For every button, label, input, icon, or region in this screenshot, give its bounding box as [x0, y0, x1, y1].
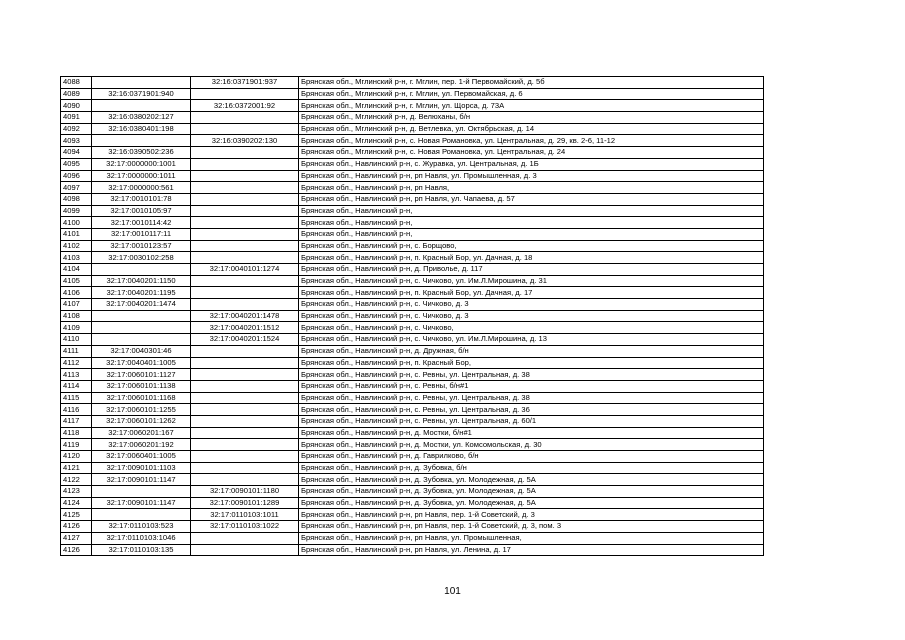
- table-row: [61, 123, 764, 135]
- table-row: [61, 345, 764, 357]
- premises-cadastral-number-cell: 32:17:0110103:1011: [191, 509, 299, 521]
- table-row: [61, 509, 764, 521]
- cadastral-number-cell: [92, 310, 191, 322]
- address-cell: Брянская обл., Мглинский р-н, г. Мглин, ул. Щорса, д. 73А: [299, 100, 764, 112]
- premises-cadastral-number-cell: [191, 427, 299, 439]
- cadastral-number-cell: 32:17:0060101:1127: [92, 369, 191, 381]
- address-cell: Брянская обл., Навлинский р-н, рп Навля, ул. Промышленная,: [299, 532, 764, 544]
- row-number-cell: 4126: [61, 521, 92, 533]
- row-number-cell: 4104: [61, 264, 92, 276]
- premises-cadastral-number-cell: [191, 474, 299, 486]
- table-row: [61, 532, 764, 544]
- premises-cadastral-number-cell: [191, 369, 299, 381]
- premises-cadastral-number-cell: 32:17:0040101:1274: [191, 264, 299, 276]
- row-number-cell: 4108: [61, 310, 92, 322]
- row-number-cell: 4116: [61, 404, 92, 416]
- row-number-cell: 4101: [61, 228, 92, 240]
- premises-cadastral-number-cell: [191, 170, 299, 182]
- table-row: [61, 252, 764, 264]
- address-cell: Брянская обл., Навлинский р-н, рп Навля, пер. 1-й Советский, д. 3: [299, 509, 764, 521]
- table-row: [61, 193, 764, 205]
- cadastral-number-cell: [92, 509, 191, 521]
- table-row: [61, 415, 764, 427]
- address-cell: Брянская обл., Навлинский р-н, рп Навля, ул. Промышленная, д. 3: [299, 170, 764, 182]
- address-cell: Брянская обл., Навлинский р-н, с. Ревны, ул. Центральная, д. 36: [299, 404, 764, 416]
- premises-cadastral-number-cell: [191, 439, 299, 451]
- cadastral-number-cell: 32:17:0010117:11: [92, 228, 191, 240]
- premises-cadastral-number-cell: [191, 451, 299, 463]
- cadastral-number-cell: 32:17:0010123:57: [92, 240, 191, 252]
- premises-cadastral-number-cell: 32:17:0110103:1022: [191, 521, 299, 533]
- address-cell: Брянская обл., Мглинский р-н, г. Мглин, ул. Первомайская, д. 6: [299, 88, 764, 100]
- table-row: [61, 135, 764, 147]
- row-number-cell: 4113: [61, 369, 92, 381]
- row-number-cell: 4118: [61, 427, 92, 439]
- premises-cadastral-number-cell: [191, 462, 299, 474]
- table-row: [61, 264, 764, 276]
- table-row: [61, 217, 764, 229]
- table-row: [61, 521, 764, 533]
- table-row: [61, 205, 764, 217]
- table-row: [61, 462, 764, 474]
- table-row: [61, 427, 764, 439]
- address-cell: Брянская обл., Мглинский р-н, г. Мглин, пер. 1-й Первомайский, д. 5б: [299, 77, 764, 89]
- cadastral-number-cell: 32:17:0010105:97: [92, 205, 191, 217]
- address-cell: Брянская обл., Навлинский р-н, рп Навля, ул. Чапаева, д. 57: [299, 193, 764, 205]
- premises-cadastral-number-cell: [191, 345, 299, 357]
- premises-cadastral-number-cell: 32:16:0372001:92: [191, 100, 299, 112]
- cadastral-number-cell: 32:17:0040201:1474: [92, 299, 191, 311]
- premises-cadastral-number-cell: [191, 88, 299, 100]
- cadastral-number-cell: [92, 322, 191, 334]
- premises-cadastral-number-cell: [191, 544, 299, 556]
- cadastral-number-cell: 32:17:0060101:1138: [92, 380, 191, 392]
- address-cell: Брянская обл., Навлинский р-н, д. Зубовка, б/н: [299, 462, 764, 474]
- row-number-cell: 4092: [61, 123, 92, 135]
- premises-cadastral-number-cell: 32:17:0040201:1524: [191, 334, 299, 346]
- address-cell: Брянская обл., Навлинский р-н,: [299, 217, 764, 229]
- address-cell: Брянская обл., Мглинский р-н, д. Велюханы, б/н: [299, 112, 764, 124]
- table-row: [61, 287, 764, 299]
- row-number-cell: 4120: [61, 451, 92, 463]
- premises-cadastral-number-cell: [191, 392, 299, 404]
- premises-cadastral-number-cell: [191, 193, 299, 205]
- premises-cadastral-number-cell: [191, 158, 299, 170]
- row-number-cell: 4098: [61, 193, 92, 205]
- row-number-cell: 4094: [61, 147, 92, 159]
- premises-cadastral-number-cell: [191, 228, 299, 240]
- premises-cadastral-number-cell: [191, 240, 299, 252]
- table-row: [61, 392, 764, 404]
- row-number-cell: 4126: [61, 544, 92, 556]
- row-number-cell: 4109: [61, 322, 92, 334]
- address-cell: Брянская обл., Навлинский р-н, д. Приволье, д. 117: [299, 264, 764, 276]
- address-cell: Брянская обл., Навлинский р-н, д. Зубовка, ул. Молодежная, д. 5А: [299, 497, 764, 509]
- row-number-cell: 4090: [61, 100, 92, 112]
- cadastral-number-cell: 32:17:0090101:1103: [92, 462, 191, 474]
- address-cell: Брянская обл., Навлинский р-н, д. Зубовка, ул. Молодежная, д. 5А: [299, 474, 764, 486]
- premises-cadastral-number-cell: [191, 217, 299, 229]
- cadastral-number-cell: [92, 486, 191, 498]
- table-row: [61, 497, 764, 509]
- address-cell: Брянская обл., Навлинский р-н, с. Чичково, ул. Им.Л.Мирошина, д. 13: [299, 334, 764, 346]
- row-number-cell: 4093: [61, 135, 92, 147]
- premises-cadastral-number-cell: [191, 275, 299, 287]
- premises-cadastral-number-cell: [191, 123, 299, 135]
- table-row: [61, 404, 764, 416]
- premises-cadastral-number-cell: [191, 404, 299, 416]
- cadastral-number-cell: 32:17:0060201:167: [92, 427, 191, 439]
- cadastral-number-cell: 32:17:0040201:1150: [92, 275, 191, 287]
- table-row: [61, 182, 764, 194]
- cadastral-number-cell: 32:17:0090101:1147: [92, 474, 191, 486]
- row-number-cell: 4105: [61, 275, 92, 287]
- row-number-cell: 4089: [61, 88, 92, 100]
- address-cell: Брянская обл., Навлинский р-н,: [299, 228, 764, 240]
- premises-cadastral-number-cell: [191, 357, 299, 369]
- address-cell: Брянская обл., Навлинский р-н, с. Ревны, б/н#1: [299, 380, 764, 392]
- table-row: [61, 100, 764, 112]
- cadastral-number-cell: 32:17:0000000:1011: [92, 170, 191, 182]
- table-row: [61, 275, 764, 287]
- premises-cadastral-number-cell: [191, 252, 299, 264]
- cadastral-number-cell: 32:17:0060401:1005: [92, 451, 191, 463]
- row-number-cell: 4110: [61, 334, 92, 346]
- row-number-cell: 4112: [61, 357, 92, 369]
- premises-cadastral-number-cell: [191, 287, 299, 299]
- premises-cadastral-number-cell: [191, 205, 299, 217]
- cadastral-number-cell: 32:17:0060101:1255: [92, 404, 191, 416]
- row-number-cell: 4088: [61, 77, 92, 89]
- row-number-cell: 4102: [61, 240, 92, 252]
- table-row: [61, 147, 764, 159]
- row-number-cell: 4091: [61, 112, 92, 124]
- table-row: [61, 322, 764, 334]
- address-cell: Брянская обл., Навлинский р-н, с. Борщово,: [299, 240, 764, 252]
- property-register-table: [60, 76, 764, 556]
- cadastral-number-cell: 32:17:0110103:135: [92, 544, 191, 556]
- row-number-cell: 4100: [61, 217, 92, 229]
- table-row: [61, 369, 764, 381]
- row-number-cell: 4125: [61, 509, 92, 521]
- table-row: [61, 170, 764, 182]
- table-row: [61, 544, 764, 556]
- premises-cadastral-number-cell: 32:16:0390202:130: [191, 135, 299, 147]
- cadastral-number-cell: 32:17:0000000:1001: [92, 158, 191, 170]
- row-number-cell: 4115: [61, 392, 92, 404]
- premises-cadastral-number-cell: 32:17:0040201:1512: [191, 322, 299, 334]
- cadastral-number-cell: [92, 264, 191, 276]
- cadastral-number-cell: 32:17:0010114:42: [92, 217, 191, 229]
- premises-cadastral-number-cell: 32:17:0090101:1180: [191, 486, 299, 498]
- cadastral-number-cell: 32:16:0380202:127: [92, 112, 191, 124]
- address-cell: Брянская обл., Навлинский р-н, с. Ревны, ул. Центральная, д. 60/1: [299, 415, 764, 427]
- cadastral-number-cell: [92, 334, 191, 346]
- cadastral-number-cell: 32:17:0110103:523: [92, 521, 191, 533]
- address-cell: Брянская обл., Навлинский р-н, с. Ревны, ул. Центральная, д. 38: [299, 392, 764, 404]
- premises-cadastral-number-cell: 32:16:0371901:937: [191, 77, 299, 89]
- table-row: [61, 88, 764, 100]
- table-row: [61, 77, 764, 89]
- table-row: [61, 228, 764, 240]
- premises-cadastral-number-cell: [191, 147, 299, 159]
- cadastral-number-cell: 32:17:0060101:1262: [92, 415, 191, 427]
- table-row: [61, 158, 764, 170]
- row-number-cell: 4107: [61, 299, 92, 311]
- cadastral-number-cell: 32:17:0000000:561: [92, 182, 191, 194]
- address-cell: Брянская обл., Навлинский р-н,: [299, 205, 764, 217]
- address-cell: Брянская обл., Навлинский р-н, рп Навля,: [299, 182, 764, 194]
- cadastral-number-cell: 32:17:0040301:46: [92, 345, 191, 357]
- table-row: [61, 451, 764, 463]
- cadastral-number-cell: 32:17:0040401:1005: [92, 357, 191, 369]
- address-cell: Брянская обл., Навлинский р-н, д. Дружная, б/н: [299, 345, 764, 357]
- address-cell: Брянская обл., Навлинский р-н, с. Чичково, д. 3: [299, 310, 764, 322]
- row-number-cell: 4124: [61, 497, 92, 509]
- table-row: [61, 334, 764, 346]
- row-number-cell: 4123: [61, 486, 92, 498]
- address-cell: Брянская обл., Навлинский р-н, с. Чичково, ул. Им.Л.Мирошина, д. 31: [299, 275, 764, 287]
- table-row: [61, 439, 764, 451]
- table-row: [61, 486, 764, 498]
- premises-cadastral-number-cell: [191, 112, 299, 124]
- row-number-cell: 4122: [61, 474, 92, 486]
- row-number-cell: 4099: [61, 205, 92, 217]
- address-cell: Брянская обл., Навлинский р-н, с. Ревны, ул. Центральная, д. 38: [299, 369, 764, 381]
- address-cell: Брянская обл., Мглинский р-н, д. Ветлевка, ул. Октябрьская, д. 14: [299, 123, 764, 135]
- page-number: 101: [444, 586, 461, 597]
- row-number-cell: 4097: [61, 182, 92, 194]
- address-cell: Брянская обл., Навлинский р-н, п. Красный Бор,: [299, 357, 764, 369]
- premises-cadastral-number-cell: [191, 380, 299, 392]
- address-cell: Брянская обл., Навлинский р-н, рп Навля, ул. Ленина, д. 17: [299, 544, 764, 556]
- row-number-cell: 4121: [61, 462, 92, 474]
- cadastral-number-cell: 32:16:0380401:198: [92, 123, 191, 135]
- premises-cadastral-number-cell: 32:17:0040201:1478: [191, 310, 299, 322]
- cadastral-number-cell: 32:16:0371901:940: [92, 88, 191, 100]
- address-cell: Брянская обл., Навлинский р-н, с. Чичково,: [299, 322, 764, 334]
- row-number-cell: 4119: [61, 439, 92, 451]
- address-cell: Брянская обл., Навлинский р-н, с. Журавка, ул. Центральная, д. 1Б: [299, 158, 764, 170]
- cadastral-number-cell: 32:17:0060201:192: [92, 439, 191, 451]
- premises-cadastral-number-cell: [191, 299, 299, 311]
- cadastral-number-cell: 32:17:0040201:1195: [92, 287, 191, 299]
- row-number-cell: 4106: [61, 287, 92, 299]
- table-row: [61, 112, 764, 124]
- row-number-cell: 4103: [61, 252, 92, 264]
- row-number-cell: 4127: [61, 532, 92, 544]
- cadastral-number-cell: [92, 135, 191, 147]
- address-cell: Брянская обл., Навлинский р-н, д. Зубовка, ул. Молодежная, д. 5А: [299, 486, 764, 498]
- row-number-cell: 4111: [61, 345, 92, 357]
- cadastral-number-cell: 32:17:0010101:78: [92, 193, 191, 205]
- table-row: [61, 474, 764, 486]
- address-cell: Брянская обл., Навлинский р-н, д. Мостки, б/н#1: [299, 427, 764, 439]
- cadastral-number-cell: 32:16:0390502:236: [92, 147, 191, 159]
- premises-cadastral-number-cell: [191, 415, 299, 427]
- address-cell: Брянская обл., Навлинский р-н, п. Красный Бор, ул. Дачная, д. 17: [299, 287, 764, 299]
- cadastral-number-cell: [92, 77, 191, 89]
- table-row: [61, 299, 764, 311]
- row-number-cell: 4096: [61, 170, 92, 182]
- cadastral-number-cell: 32:17:0110103:1046: [92, 532, 191, 544]
- cadastral-number-cell: 32:17:0030102:258: [92, 252, 191, 264]
- table-row: [61, 380, 764, 392]
- cadastral-number-cell: 32:17:0060101:1168: [92, 392, 191, 404]
- address-cell: Брянская обл., Навлинский р-н, рп Навля, пер. 1-й Советский, д. 3, пом. 3: [299, 521, 764, 533]
- premises-cadastral-number-cell: 32:17:0090101:1289: [191, 497, 299, 509]
- address-cell: Брянская обл., Мглинский р-н, с. Новая Романовка, ул. Центральная, д. 29, кв. 2-6, 11-12: [299, 135, 764, 147]
- address-cell: Брянская обл., Мглинский р-н, с. Новая Романовка, ул. Центральная, д. 24: [299, 147, 764, 159]
- row-number-cell: 4117: [61, 415, 92, 427]
- address-cell: Брянская обл., Навлинский р-н, д. Мостки, ул. Комсомольская, д. 30: [299, 439, 764, 451]
- cadastral-number-cell: [92, 100, 191, 112]
- table-row: [61, 357, 764, 369]
- premises-cadastral-number-cell: [191, 182, 299, 194]
- row-number-cell: 4114: [61, 380, 92, 392]
- address-cell: Брянская обл., Навлинский р-н, с. Чичково, д. 3: [299, 299, 764, 311]
- cadastral-number-cell: 32:17:0090101:1147: [92, 497, 191, 509]
- premises-cadastral-number-cell: [191, 532, 299, 544]
- table-body: [61, 77, 764, 556]
- table-row: [61, 240, 764, 252]
- row-number-cell: 4095: [61, 158, 92, 170]
- table-row: [61, 310, 764, 322]
- address-cell: Брянская обл., Навлинский р-н, п. Красный Бор, ул. Дачная, д. 18: [299, 252, 764, 264]
- address-cell: Брянская обл., Навлинский р-н, д. Гаврилково, б/н: [299, 451, 764, 463]
